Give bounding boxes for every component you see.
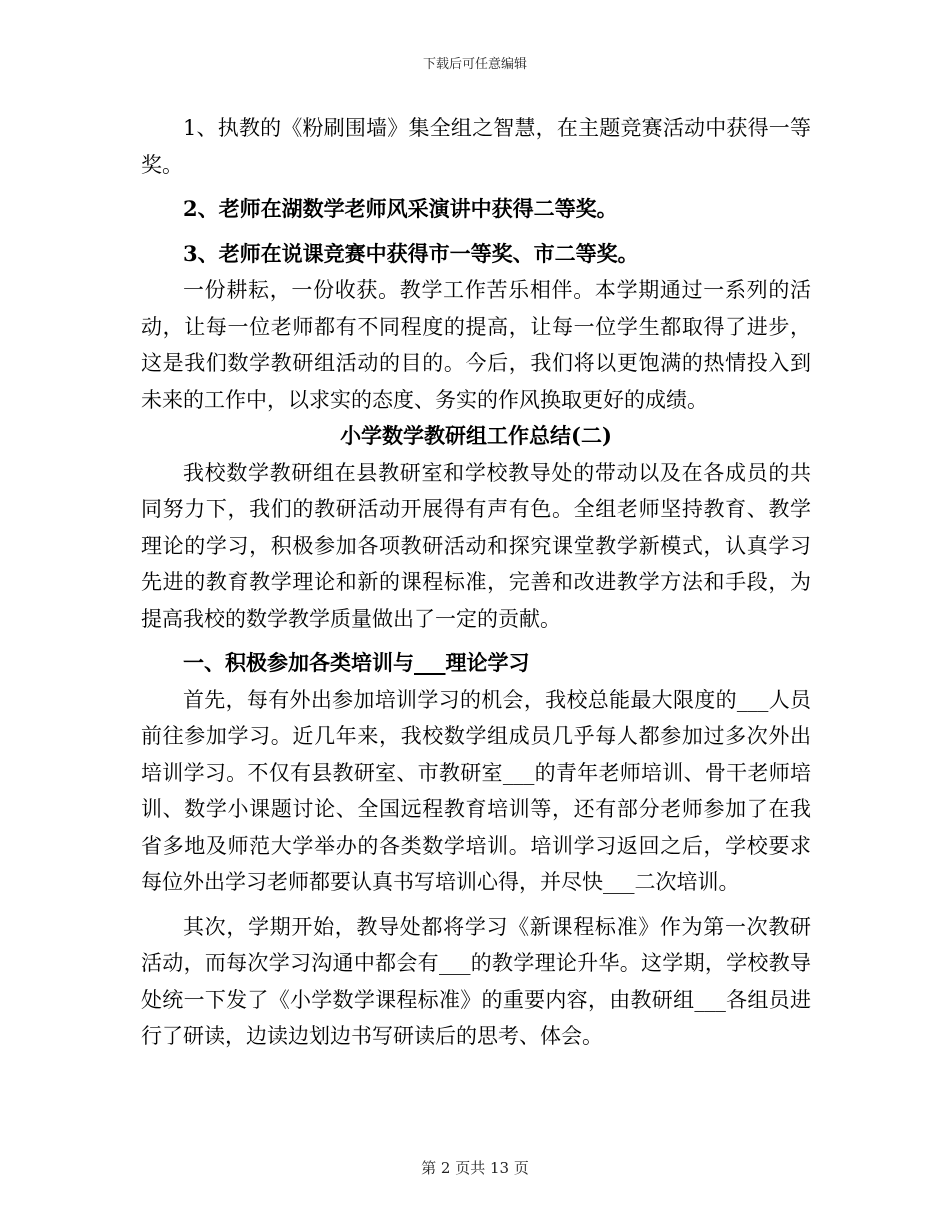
body-paragraph-2: 其次，学期开始，教导处都将学习《新课程标准》作为第一次教研活动，而每次学习沟通中都会有___的教学理论升华。这学期，学校教导处统一下发了《小学数学课程标准》的重要内容，由教研组___各组员进行了研读，边读边划边书写研读后的思考、体会。 bbox=[141, 914, 811, 1048]
body-paragraph-1: 首先，每有外出参加培训学习的机会，我校总能最大限度的___人员前往参加学习。近几年来，我校数学组成员几乎每人都参加过多次外出培训学习。不仅有县教研室、市教研室___的青年老师培训、骨干老师培训、数学小课题讨论、全国远程教育培训等，还有部分老师参加了在我省多地及师范大学举办的各类数学培训。培训学习返回之后，学校要求每位外出学习老师都要认真书写培训心得，并尽快___二次培训。 bbox=[141, 687, 811, 894]
document-body bbox=[141, 110, 811, 1055]
section-title: 小学数学教研组工作总结(二) bbox=[340, 423, 612, 448]
award-item-2: 2、老师在湖数学老师风采演讲中获得二等奖。 bbox=[183, 196, 618, 221]
award-item-1: 1、执教的《粉刷围墙》集全组之智慧，在主题竞赛活动中获得一等奖。 bbox=[141, 116, 811, 177]
page-header: 下载后可任意编辑 bbox=[422, 57, 527, 72]
section-heading-1: 一、积极参加各类培训与___理论学习 bbox=[183, 650, 530, 675]
award-item-3: 3、老师在说课竞赛中获得市一等奖、市二等奖。 bbox=[183, 240, 639, 266]
closing-paragraph: 一份耕耘，一份收获。教学工作苦乐相伴。本学期通过一系列的活动，让每一位老师都有不同程度的提高，让每一位学生都取得了进步，这是我们数学教研组活动的目的。今后，我们将以更饱满的热情投入到未来的工作中，以求实的态度、务实的作风换取更好的成绩。 bbox=[141, 278, 811, 412]
intro-paragraph: 我校数学教研组在县教研室和学校教导处的带动以及在各成员的共同努力下，我们的教研活动开展得有声有色。全组老师坚持教育、教学理论的学习，积极参加各项教研活动和探究课堂教学新模式，认真学习先进的教育教学理论和新的课程标准，完善和改进教学方法和手段，为提高我校的数学教学质量做出了一定的贡献。 bbox=[141, 460, 811, 631]
page-footer: 第 2 页共 13 页 bbox=[421, 1159, 529, 1177]
